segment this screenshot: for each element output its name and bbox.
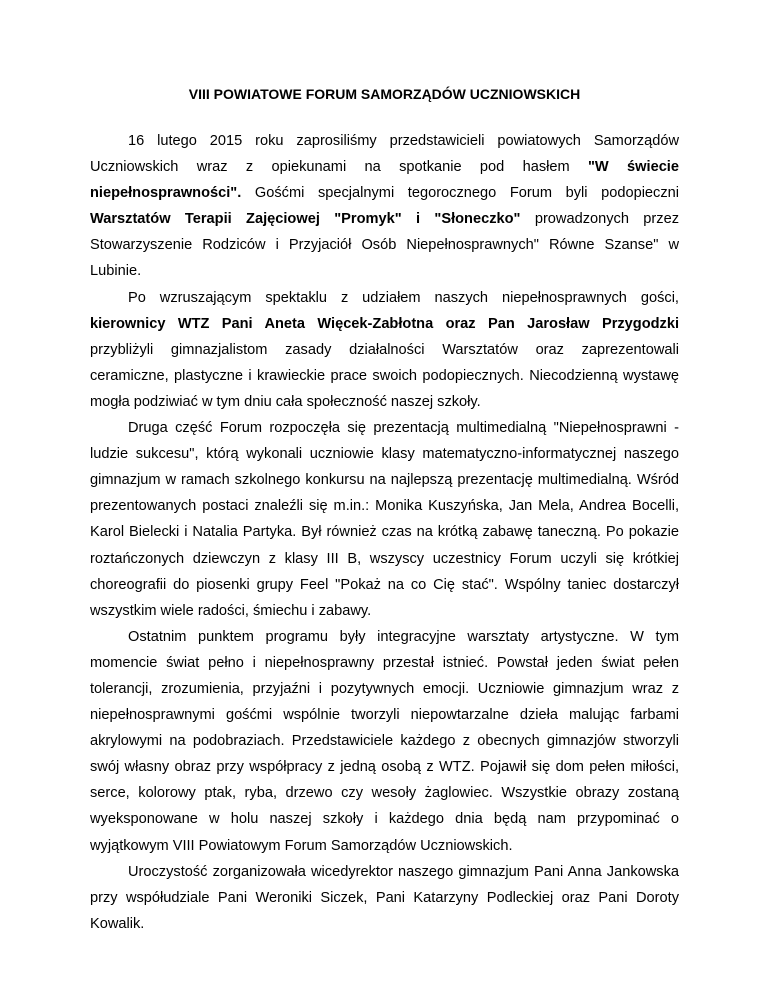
document-title: VIII POWIATOWE FORUM SAMORZĄDÓW UCZNIOWSKICH [188, 86, 581, 102]
paragraph-2-text-1: Po wzruszającym spektaklu z udziałem naszych niepełnosprawnych gości, [128, 289, 679, 306]
paragraph-1-bold-2: Warsztatów Terapii Zajęciowej "Promyk" i "Słoneczko" [90, 211, 521, 228]
paragraph-1 [90, 128, 679, 285]
paragraph-2 [90, 285, 679, 415]
paragraph-3: Druga część Forum rozpoczęła się prezentacją multimedialną "Niepełnosprawni - ludzie sukcesu", którą wykonali uczniowie klasy matematyczno-informatycznej naszego gimnazjum w ramach szkolnego konkursu na najlepszą prezentację multimedialną. Wśród prezentowanych postaci znaleźli się m.in.: Monika Kuszyńska, Jan Mela, Andrea Bocelli, Karol Bielecki i Natalia Partyka. Był również czas na krótką zabawę taneczną. Po pokazie roztańczonych dziewczyn z klasy III B, wszyscy uczestnicy Forum uczyli się krótkiej choreografii do piosenki grupy Feel "Pokaż na co Cię stać". Wspólny taniec dostarczył wszystkim wiele radości, śmiechu i zabawy. [90, 420, 679, 619]
paragraph-1-text-2: Gośćmi specjalnymi tegorocznego Forum byli podopieczni [241, 185, 679, 202]
paragraph-1-bold-1: "W świecie niepełnosprawności". [90, 159, 679, 202]
paragraph-2-text-2: przybliżyli gimnazjalistom zasady działalności Warsztatów oraz zaprezentowali ceramiczne, plastyczne i krawieckie prace swoich podopiecznych. Niecodzienną wystawę mogła podziwiać w tym dniu cała społeczność naszej szkoły. [90, 341, 679, 410]
paragraph-5: Uroczystość zorganizowała wicedyrektor naszego gimnazjum Pani Anna Jankowska przy współudziale Pani Weroniki Siczek, Pani Katarzyny Podleckiej oraz Pani Doroty Kowalik. [90, 863, 679, 932]
paragraph-4: Ostatnim punktem programu były integracyjne warsztaty artystyczne. W tym momencie świat pełno i niepełnosprawny przestał istnieć. Powstał jeden świat pełen tolerancji, zrozumienia, przyjaźni i pozytywnych emocji. Uczniowie gimnazjum wraz z niepełnosprawnymi gośćmi wspólnie tworzyli niepowtarzalne dzieła malując farbami akrylowymi na podobraziach. Przedstawiciele każdego z obecnych gimnazjów stworzyli swój własny obraz przy współpracy z jedną osobą z WTZ. Pojawił się dom pełen miłości, serce, kolorowy ptak, ryba, drzewo czy wesoły żaglowiec. Wszystkie obrazy zostaną wyeksponowane w holu naszej szkoły i każdego dnia będą nam przypominać o wyjątkowym VIII Powiatowym Forum Samorządów Uczniowskich. [90, 628, 679, 854]
paragraph-2-bold-1: kierownicy WTZ Pani Aneta Więcek-Zabłotna oraz Pan Jarosław Przygodzki [90, 315, 679, 332]
document-page [90, 84, 679, 937]
paragraph-1-text-1: 16 lutego 2015 roku zaprosiliśmy przedstawicieli powiatowych Samorządów Uczniowskich wraz z opiekunami na spotkanie pod hasłem [90, 133, 679, 176]
paragraph-1-text-3: prowadzonych przez Stowarzyszenie Rodziców i Przyjaciół Osób Niepełnosprawnych" Równe Szanse" w Lubinie. [90, 211, 679, 280]
